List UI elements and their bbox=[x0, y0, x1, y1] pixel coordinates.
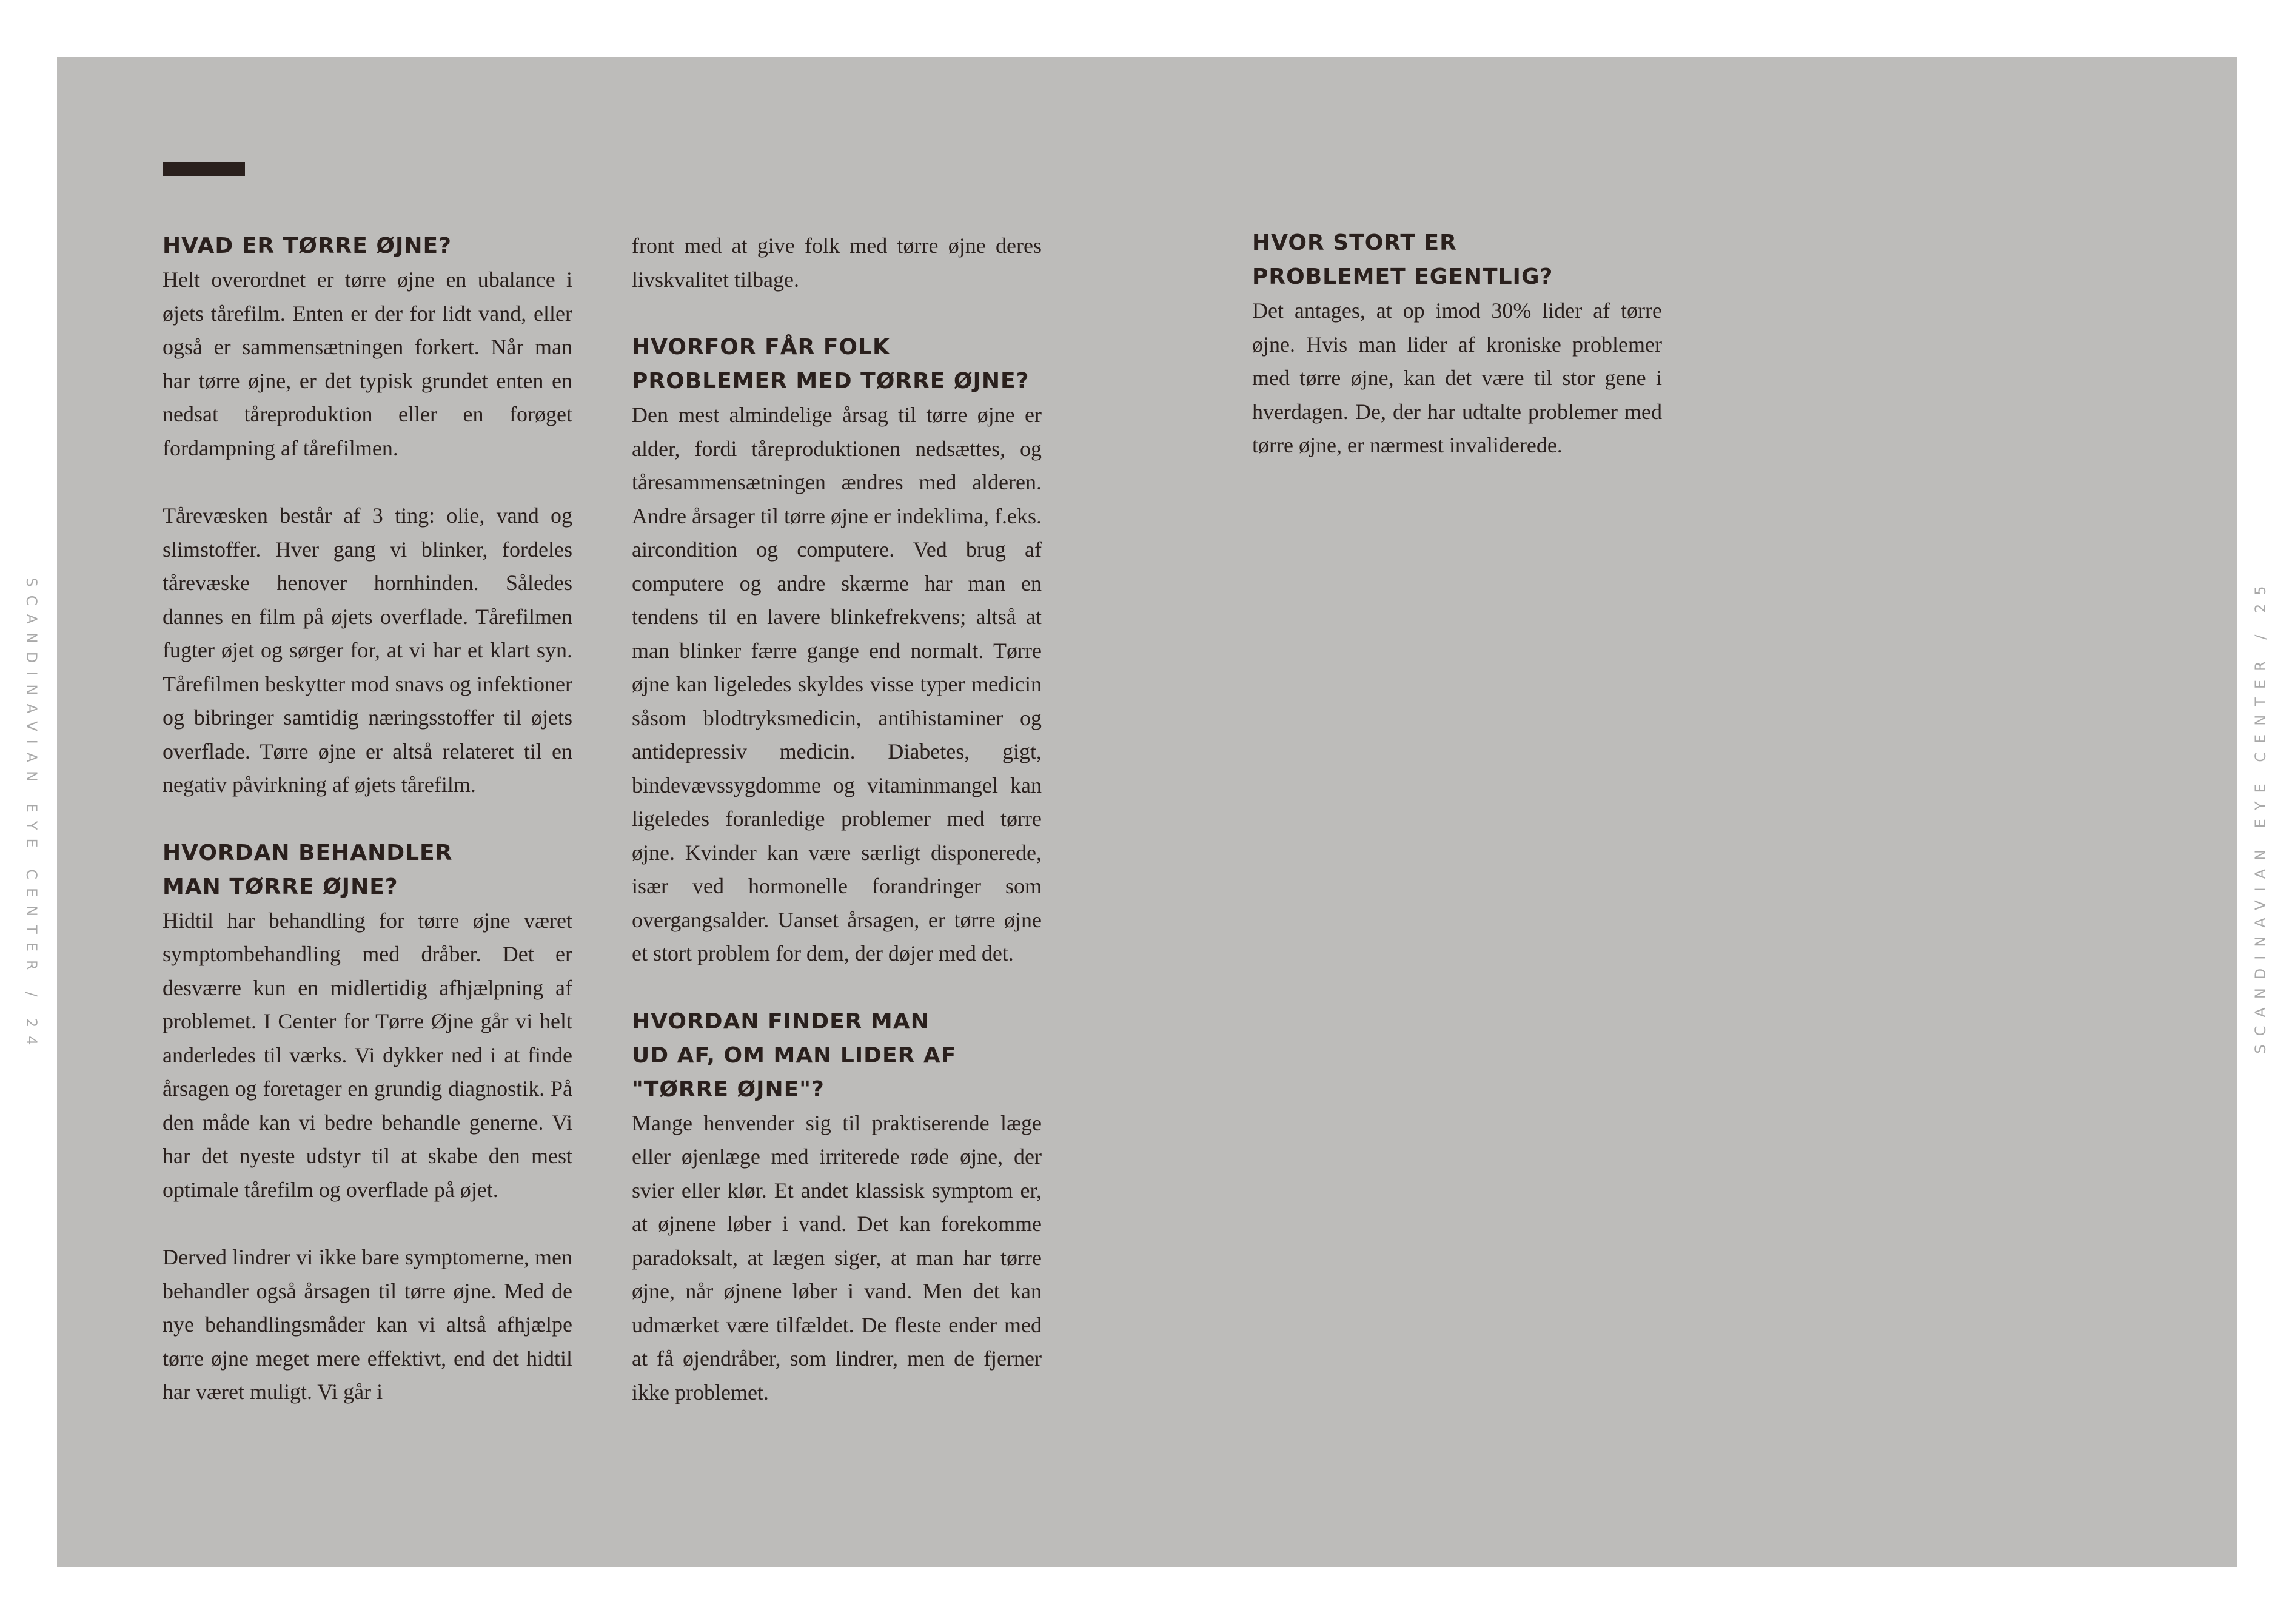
body-paragraph: Helt overordnet er tørre øjne en ubalance i øjets tårefilm. Enten er der for lidt vand, eller også er sammensætningen forkert. Når man har tørre øjne, er det typisk grundet enten en nedsat tåreproduktion eller en forøget fordampning af tårefilmen. bbox=[163, 267, 572, 460]
heading-line: HVORDAN BEHANDLER bbox=[163, 840, 453, 865]
body-paragraph: Derved lindrer vi ikke bare symptomerne, men behandler også årsagen til tørre øjne. Med de nye behandlingsmåder kan vi altså afhjælpe tørre øjne meget mere effektivt, end det hidtil har været muligt. Vi går i bbox=[163, 1245, 572, 1404]
section-heading-hvorfor-faar-folk bbox=[632, 331, 1042, 398]
heading-line: PROBLEMET EGENTLIG? bbox=[1252, 264, 1553, 289]
section-heading-hvad-er-torre-ojne bbox=[163, 229, 572, 263]
heading-line: HVORFOR FÅR FOLK bbox=[632, 335, 890, 360]
heading-line: PROBLEMER MED TØRRE ØJNE? bbox=[632, 369, 1030, 394]
paragraph-gap bbox=[163, 1207, 572, 1241]
body-paragraph: Hidtil har behandling for tørre øjne været symptombehandling med dråber. Det er desværre kun en midlertidig afhjælpning af problemet. I Center for Tørre Øjne går vi helt anderledes til værks. Vi dykker ned i at finde årsagen og foretager en grundig diagnostik. På den måde kan vi bedre behandle generne. Vi har det nyeste udstyr til at skabe den mest optimale tårefilm og overflade på øjet. bbox=[163, 908, 572, 1202]
body-paragraph-continued: front med at give folk med tørre øjne deres livskvalitet tilbage. bbox=[632, 233, 1042, 292]
heading-line: HVORDAN FINDER MAN bbox=[632, 1008, 930, 1034]
body-paragraph: Den mest almindelige årsag til tørre øjne er alder, fordi tåreproduktionen nedsættes, og tåresammensætningen ændres med alderen. Andre årsager til tørre øjne er indeklima, f.eks. aircondition og computere. Ved brug af computere og andre skærme har man en tendens til en lavere blinkefrekvens; altså at man blinker færre gange end normalt. Tørre øjne kan ligeledes skyldes visse typer medicin såsom blodtryksmedicin, antihistaminer og antidepressiv medicin. Diabetes, gigt, bindevævssygdomme og vitaminmangel kan ligeledes foranledige problemer med tørre øjne. Kvinder kan være særligt disponerede, især ved hormonelle forandringer som overgangsalder. Uanset årsagen, er tørre øjne et stort problem for dem, der døjer med det. bbox=[632, 403, 1042, 965]
paragraph-gap bbox=[163, 802, 572, 836]
column-1 bbox=[163, 229, 572, 1409]
section-heading-hvordan-behandler bbox=[163, 836, 572, 904]
accent-bar bbox=[163, 162, 245, 176]
side-label-right: SCANDINAVIAN EYE CENTER / 25 bbox=[2252, 577, 2269, 1054]
heading-line: UD AF, OM MAN LIDER AF bbox=[632, 1042, 957, 1068]
section-heading-hvor-stort-er-problemet bbox=[1252, 226, 1662, 294]
heading-line: MAN TØRRE ØJNE? bbox=[163, 874, 398, 899]
paragraph-gap bbox=[632, 297, 1042, 331]
paragraph-gap bbox=[163, 465, 572, 499]
column-3 bbox=[1252, 226, 1662, 463]
body-paragraph: Tårevæsken består af 3 ting: olie, vand og slimstoffer. Hver gang vi blinker, fordeles tårevæske henover hornhinden. Således dannes en film på øjets overflade. Tårefilmen fugter øjet og sørger for, at vi har et klart syn. Tårefilmen beskytter mod snavs og infektioner og bibringer samtidig næringsstoffer til øjets overflade. Tørre øjne er altså relateret til en negativ påvirkning af øjets tårefilm. bbox=[163, 503, 572, 797]
heading-line: HVOR STORT ER bbox=[1252, 230, 1457, 255]
body-paragraph: Det antages, at op imod 30% lider af tørre øjne. Hvis man lider af kroniske problemer med tørre øjne, kan det være til stor gene i hverdagen. De, der har udtalte problemer med tørre øjne, er nærmest invaliderede. bbox=[1252, 298, 1662, 457]
heading-line: "TØRRE ØJNE"? bbox=[632, 1076, 825, 1102]
column-2 bbox=[632, 229, 1042, 1409]
side-label-left: SCANDINAVIAN EYE CENTER / 24 bbox=[23, 577, 40, 1054]
heading-line: HVAD ER TØRRE ØJNE? bbox=[163, 233, 452, 258]
section-heading-hvordan-finder-man bbox=[632, 1005, 1042, 1107]
paragraph-gap bbox=[632, 971, 1042, 1005]
body-paragraph: Mange henvender sig til praktiserende læge eller øjenlæge med irriterede røde øjne, der svier eller klør. Et andet klassisk symptom er, at øjnene løber i vand. Det kan forekomme paradoksalt, at lægen siger, at man har tørre øjne, når øjnene løber i vand. Men det kan udmærket være tilfældet. De fleste ender med at få øjendråber, som lindrer, men de fjerner ikke problemet. bbox=[632, 1110, 1042, 1404]
